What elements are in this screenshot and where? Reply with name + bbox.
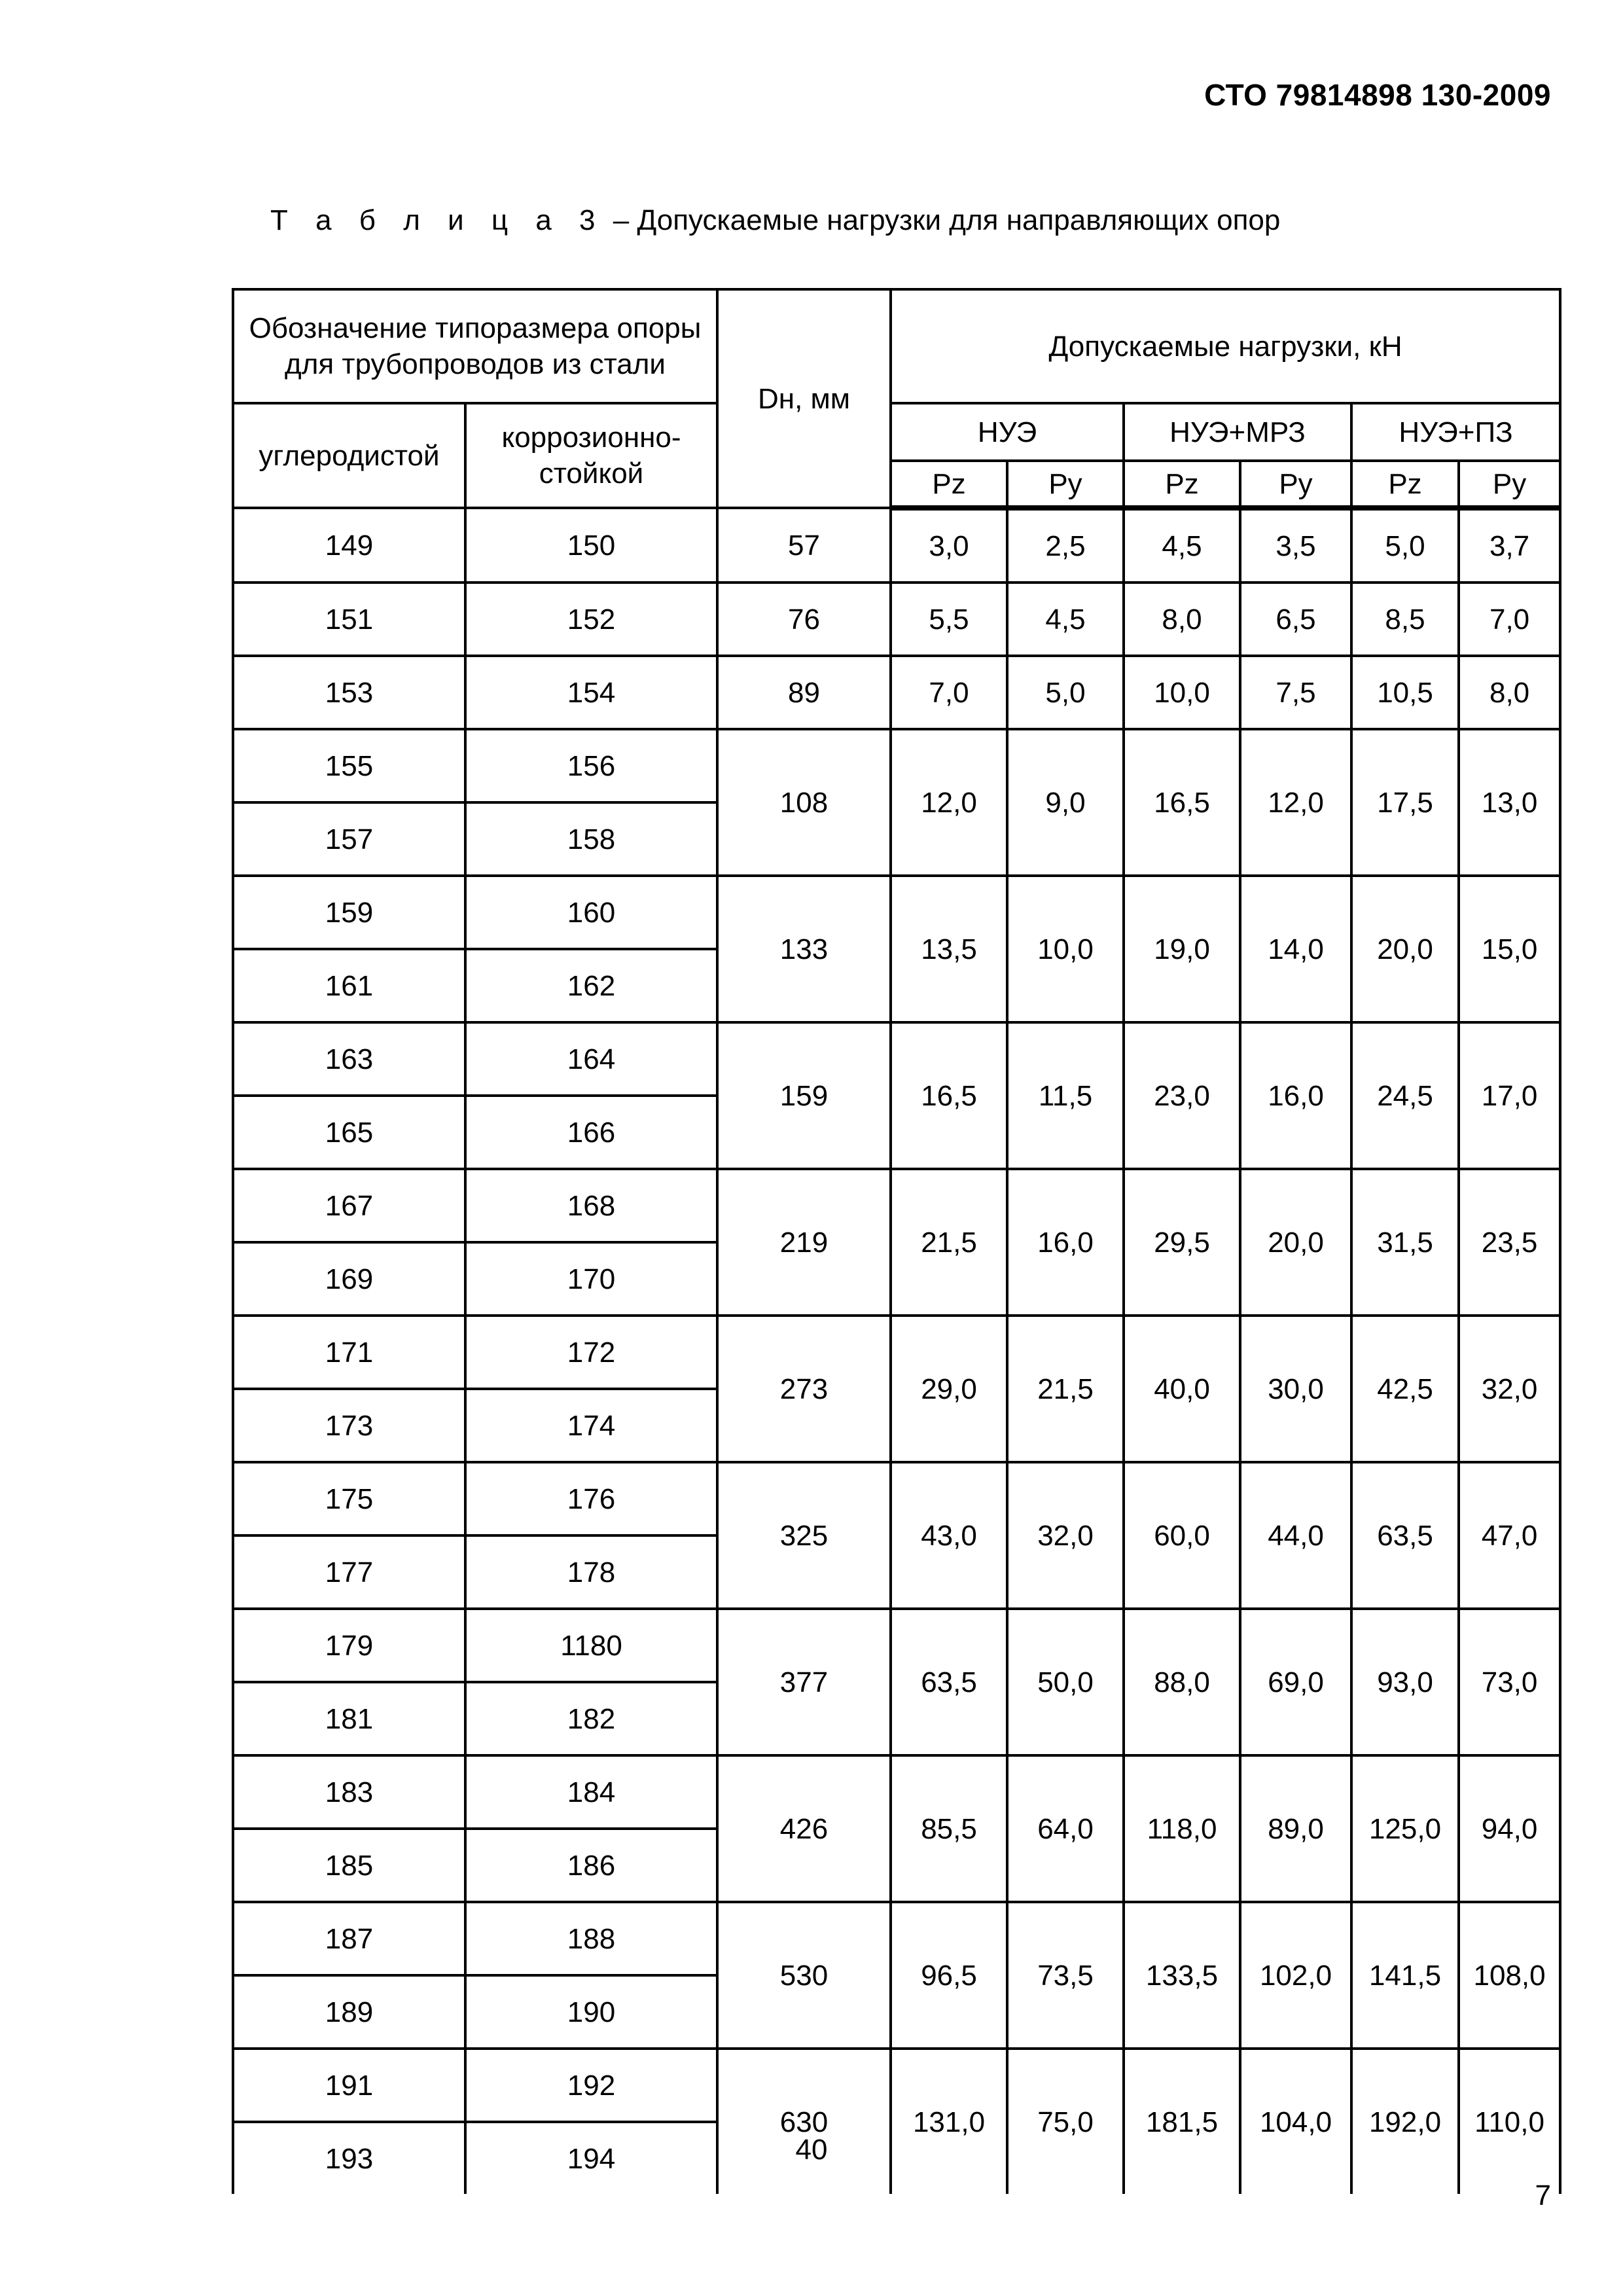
table-row <box>233 1755 1560 1829</box>
cell-corrosion-designation: 166 <box>465 1096 717 1169</box>
cell-load-nue-pz: 12,0 <box>891 729 1007 876</box>
cell-load-nue-mrz-pz: 4,5 <box>1124 508 1240 583</box>
table-body <box>233 508 1560 2194</box>
table-row <box>233 1609 1560 1682</box>
cell-load-nue-pz-py: 15,0 <box>1459 876 1560 1022</box>
cell-carbon-designation: 165 <box>233 1096 465 1169</box>
header-py: Py <box>1240 461 1351 508</box>
cell-corrosion-designation: 188 <box>465 1902 717 1975</box>
cell-load-nue-pz-pz: 17,5 <box>1351 729 1459 876</box>
cell-corrosion-designation: 162 <box>465 949 717 1022</box>
cell-load-nue-pz-pz: 42,5 <box>1351 1316 1459 1462</box>
table-row <box>233 1902 1560 1975</box>
cell-load-nue-pz-py: 32,0 <box>1459 1316 1560 1462</box>
cell-load-nue-mrz-pz: 16,5 <box>1124 729 1240 876</box>
cell-dn: 57 <box>717 508 891 583</box>
cell-load-nue-pz-pz: 10,5 <box>1351 656 1459 729</box>
cell-load-nue-py: 11,5 <box>1007 1022 1124 1169</box>
cell-carbon-designation: 161 <box>233 949 465 1022</box>
cell-load-nue-mrz-py: 3,5 <box>1240 508 1351 583</box>
cell-dn: 630 <box>717 2049 891 2194</box>
cell-load-nue-mrz-pz: 88,0 <box>1124 1609 1240 1755</box>
cell-carbon-designation: 183 <box>233 1755 465 1829</box>
cell-load-nue-pz-py: 3,7 <box>1459 508 1560 583</box>
cell-load-nue-pz: 63,5 <box>891 1609 1007 1755</box>
table-row <box>233 656 1560 729</box>
cell-load-nue-mrz-pz: 8,0 <box>1124 583 1240 656</box>
cell-load-nue-py: 5,0 <box>1007 656 1124 729</box>
cell-corrosion-designation: 168 <box>465 1169 717 1242</box>
cell-corrosion-designation: 186 <box>465 1829 717 1902</box>
header-carbon-steel: углеродистой <box>233 403 465 508</box>
cell-load-nue-pz-pz: 5,0 <box>1351 508 1459 583</box>
cell-corrosion-designation: 150 <box>465 508 717 583</box>
cell-corrosion-designation: 184 <box>465 1755 717 1829</box>
cell-carbon-designation: 189 <box>233 1975 465 2049</box>
table-caption-prefix: Т а б л и ц а 3 <box>270 204 605 236</box>
cell-corrosion-designation: 160 <box>465 876 717 949</box>
cell-load-nue-mrz-pz: 181,5 <box>1124 2049 1240 2194</box>
header-dn: Dн, мм <box>717 289 891 508</box>
cell-load-nue-pz-pz: 125,0 <box>1351 1755 1459 1902</box>
header-loads: Допускаемые нагрузки, кН <box>891 289 1560 403</box>
document-code: СТО 79814898 130-2009 <box>1204 78 1551 112</box>
cell-dn: 89 <box>717 656 891 729</box>
cell-carbon-designation: 167 <box>233 1169 465 1242</box>
cell-corrosion-designation: 176 <box>465 1462 717 1535</box>
cell-load-nue-pz-pz: 31,5 <box>1351 1169 1459 1316</box>
cell-load-nue-py: 75,0 <box>1007 2049 1124 2194</box>
cell-dn: 159 <box>717 1022 891 1169</box>
cell-corrosion-designation: 1180 <box>465 1609 717 1682</box>
header-corrosion-steel: коррозионно-стойкой <box>465 403 717 508</box>
cell-load-nue-pz-py: 23,5 <box>1459 1169 1560 1316</box>
cell-load-nue-mrz-py: 12,0 <box>1240 729 1351 876</box>
cell-corrosion-designation: 172 <box>465 1316 717 1389</box>
cell-load-nue-mrz-py: 6,5 <box>1240 583 1351 656</box>
cell-load-nue-pz: 3,0 <box>891 508 1007 583</box>
header-designation: Обозначение типоразмера опоры для трубопроводов из стали <box>233 289 717 403</box>
cell-corrosion-designation: 194 <box>465 2122 717 2194</box>
cell-load-nue-mrz-pz: 23,0 <box>1124 1022 1240 1169</box>
cell-load-nue-mrz-py: 104,0 <box>1240 2049 1351 2194</box>
cell-carbon-designation: 159 <box>233 876 465 949</box>
cell-load-nue-py: 64,0 <box>1007 1755 1124 1902</box>
table-row <box>233 2049 1560 2122</box>
cell-dn: 377 <box>717 1609 891 1755</box>
cell-load-nue-pz: 16,5 <box>891 1022 1007 1169</box>
header-py: Py <box>1007 461 1124 508</box>
cell-dn: 426 <box>717 1755 891 1902</box>
cell-load-nue-py: 4,5 <box>1007 583 1124 656</box>
table-caption <box>270 204 1280 237</box>
cell-carbon-designation: 153 <box>233 656 465 729</box>
cell-load-nue-mrz-pz: 133,5 <box>1124 1902 1240 2049</box>
cell-load-nue-mrz-py: 16,0 <box>1240 1022 1351 1169</box>
cell-load-nue-pz-pz: 93,0 <box>1351 1609 1459 1755</box>
cell-dn: 530 <box>717 1902 891 2049</box>
cell-load-nue-pz-py: 17,0 <box>1459 1022 1560 1169</box>
cell-load-nue-pz-py: 8,0 <box>1459 656 1560 729</box>
cell-load-nue-mrz-pz: 60,0 <box>1124 1462 1240 1609</box>
cell-load-nue-pz: 29,0 <box>891 1316 1007 1462</box>
cell-load-nue-mrz-py: 7,5 <box>1240 656 1351 729</box>
cell-load-nue-mrz-pz: 10,0 <box>1124 656 1240 729</box>
cell-carbon-designation: 149 <box>233 508 465 583</box>
cell-dn: 325 <box>717 1462 891 1609</box>
cell-load-nue-py: 73,5 <box>1007 1902 1124 2049</box>
cell-load-nue-pz-pz: 192,0 <box>1351 2049 1459 2194</box>
cell-load-nue-mrz-py: 102,0 <box>1240 1902 1351 2049</box>
cell-carbon-designation: 179 <box>233 1609 465 1682</box>
table-row <box>233 876 1560 949</box>
cell-load-nue-py: 9,0 <box>1007 729 1124 876</box>
cell-corrosion-designation: 164 <box>465 1022 717 1096</box>
cell-load-nue-mrz-py: 30,0 <box>1240 1316 1351 1462</box>
cell-carbon-designation: 193 <box>233 2122 465 2194</box>
cell-load-nue-mrz-pz: 40,0 <box>1124 1316 1240 1462</box>
cell-load-nue-pz: 96,5 <box>891 1902 1007 2049</box>
cell-load-nue-pz-py: 73,0 <box>1459 1609 1560 1755</box>
cell-load-nue-pz: 13,5 <box>891 876 1007 1022</box>
cell-load-nue-pz: 131,0 <box>891 2049 1007 2194</box>
cell-load-nue-pz-py: 94,0 <box>1459 1755 1560 1902</box>
header-group-nue-mrz: НУЭ+МРЗ <box>1124 403 1351 461</box>
cell-corrosion-designation: 152 <box>465 583 717 656</box>
table-row <box>233 583 1560 656</box>
cell-load-nue-pz: 21,5 <box>891 1169 1007 1316</box>
cell-carbon-designation: 151 <box>233 583 465 656</box>
header-group-nue: НУЭ <box>891 403 1124 461</box>
cell-load-nue-pz-py: 13,0 <box>1459 729 1560 876</box>
cell-dn: 219 <box>717 1169 891 1316</box>
page-number-center: 40 <box>795 2134 828 2166</box>
header-group-nue-pz: НУЭ+ПЗ <box>1351 403 1560 461</box>
cell-corrosion-designation: 154 <box>465 656 717 729</box>
cell-load-nue-pz: 7,0 <box>891 656 1007 729</box>
cell-corrosion-designation: 158 <box>465 802 717 876</box>
cell-carbon-designation: 181 <box>233 1682 465 1755</box>
cell-carbon-designation: 177 <box>233 1535 465 1609</box>
cell-load-nue-py: 10,0 <box>1007 876 1124 1022</box>
header-py: Py <box>1459 461 1560 508</box>
table-row <box>233 1169 1560 1242</box>
cell-carbon-designation: 171 <box>233 1316 465 1389</box>
cell-carbon-designation: 175 <box>233 1462 465 1535</box>
cell-carbon-designation: 191 <box>233 2049 465 2122</box>
table-row <box>233 508 1560 583</box>
cell-carbon-designation: 169 <box>233 1242 465 1316</box>
cell-dn: 133 <box>717 876 891 1022</box>
cell-carbon-designation: 187 <box>233 1902 465 1975</box>
cell-load-nue-mrz-py: 89,0 <box>1240 1755 1351 1902</box>
cell-corrosion-designation: 170 <box>465 1242 717 1316</box>
cell-dn: 273 <box>717 1316 891 1462</box>
cell-load-nue-py: 16,0 <box>1007 1169 1124 1316</box>
cell-carbon-designation: 185 <box>233 1829 465 1902</box>
cell-load-nue-pz: 43,0 <box>891 1462 1007 1609</box>
cell-load-nue-py: 2,5 <box>1007 508 1124 583</box>
cell-load-nue-pz-pz: 141,5 <box>1351 1902 1459 2049</box>
header-pz: Pz <box>1124 461 1240 508</box>
cell-load-nue-pz: 85,5 <box>891 1755 1007 1902</box>
cell-load-nue-pz-py: 47,0 <box>1459 1462 1560 1609</box>
cell-corrosion-designation: 192 <box>465 2049 717 2122</box>
cell-carbon-designation: 163 <box>233 1022 465 1096</box>
cell-load-nue-pz: 5,5 <box>891 583 1007 656</box>
cell-dn: 108 <box>717 729 891 876</box>
cell-load-nue-pz-pz: 20,0 <box>1351 876 1459 1022</box>
cell-load-nue-py: 32,0 <box>1007 1462 1124 1609</box>
cell-corrosion-designation: 174 <box>465 1389 717 1462</box>
table-row <box>233 1462 1560 1535</box>
cell-corrosion-designation: 156 <box>465 729 717 802</box>
cell-load-nue-py: 50,0 <box>1007 1609 1124 1755</box>
cell-load-nue-mrz-py: 69,0 <box>1240 1609 1351 1755</box>
table-caption-text: – Допускаемые нагрузки для направляющих опор <box>613 204 1281 236</box>
cell-carbon-designation: 173 <box>233 1389 465 1462</box>
cell-load-nue-mrz-py: 20,0 <box>1240 1169 1351 1316</box>
cell-load-nue-pz-pz: 63,5 <box>1351 1462 1459 1609</box>
header-pz: Pz <box>1351 461 1459 508</box>
table-row <box>233 1316 1560 1389</box>
cell-load-nue-mrz-pz: 118,0 <box>1124 1755 1240 1902</box>
cell-load-nue-mrz-py: 44,0 <box>1240 1462 1351 1609</box>
cell-load-nue-mrz-py: 14,0 <box>1240 876 1351 1022</box>
cell-carbon-designation: 155 <box>233 729 465 802</box>
table-row <box>233 1022 1560 1096</box>
cell-load-nue-py: 21,5 <box>1007 1316 1124 1462</box>
header-pz: Pz <box>891 461 1007 508</box>
cell-dn: 76 <box>717 583 891 656</box>
cell-corrosion-designation: 182 <box>465 1682 717 1755</box>
cell-load-nue-pz-pz: 24,5 <box>1351 1022 1459 1169</box>
loads-table <box>232 288 1561 2194</box>
cell-load-nue-pz-py: 7,0 <box>1459 583 1560 656</box>
cell-corrosion-designation: 190 <box>465 1975 717 2049</box>
cell-load-nue-mrz-pz: 19,0 <box>1124 876 1240 1022</box>
cell-load-nue-pz-py: 108,0 <box>1459 1902 1560 2049</box>
cell-load-nue-pz-py: 110,0 <box>1459 2049 1560 2194</box>
cell-load-nue-mrz-pz: 29,5 <box>1124 1169 1240 1316</box>
cell-corrosion-designation: 178 <box>465 1535 717 1609</box>
cell-load-nue-pz-pz: 8,5 <box>1351 583 1459 656</box>
page-number-corner: 7 <box>1535 2179 1551 2212</box>
table-row <box>233 729 1560 802</box>
table-header <box>233 289 1560 508</box>
cell-carbon-designation: 157 <box>233 802 465 876</box>
